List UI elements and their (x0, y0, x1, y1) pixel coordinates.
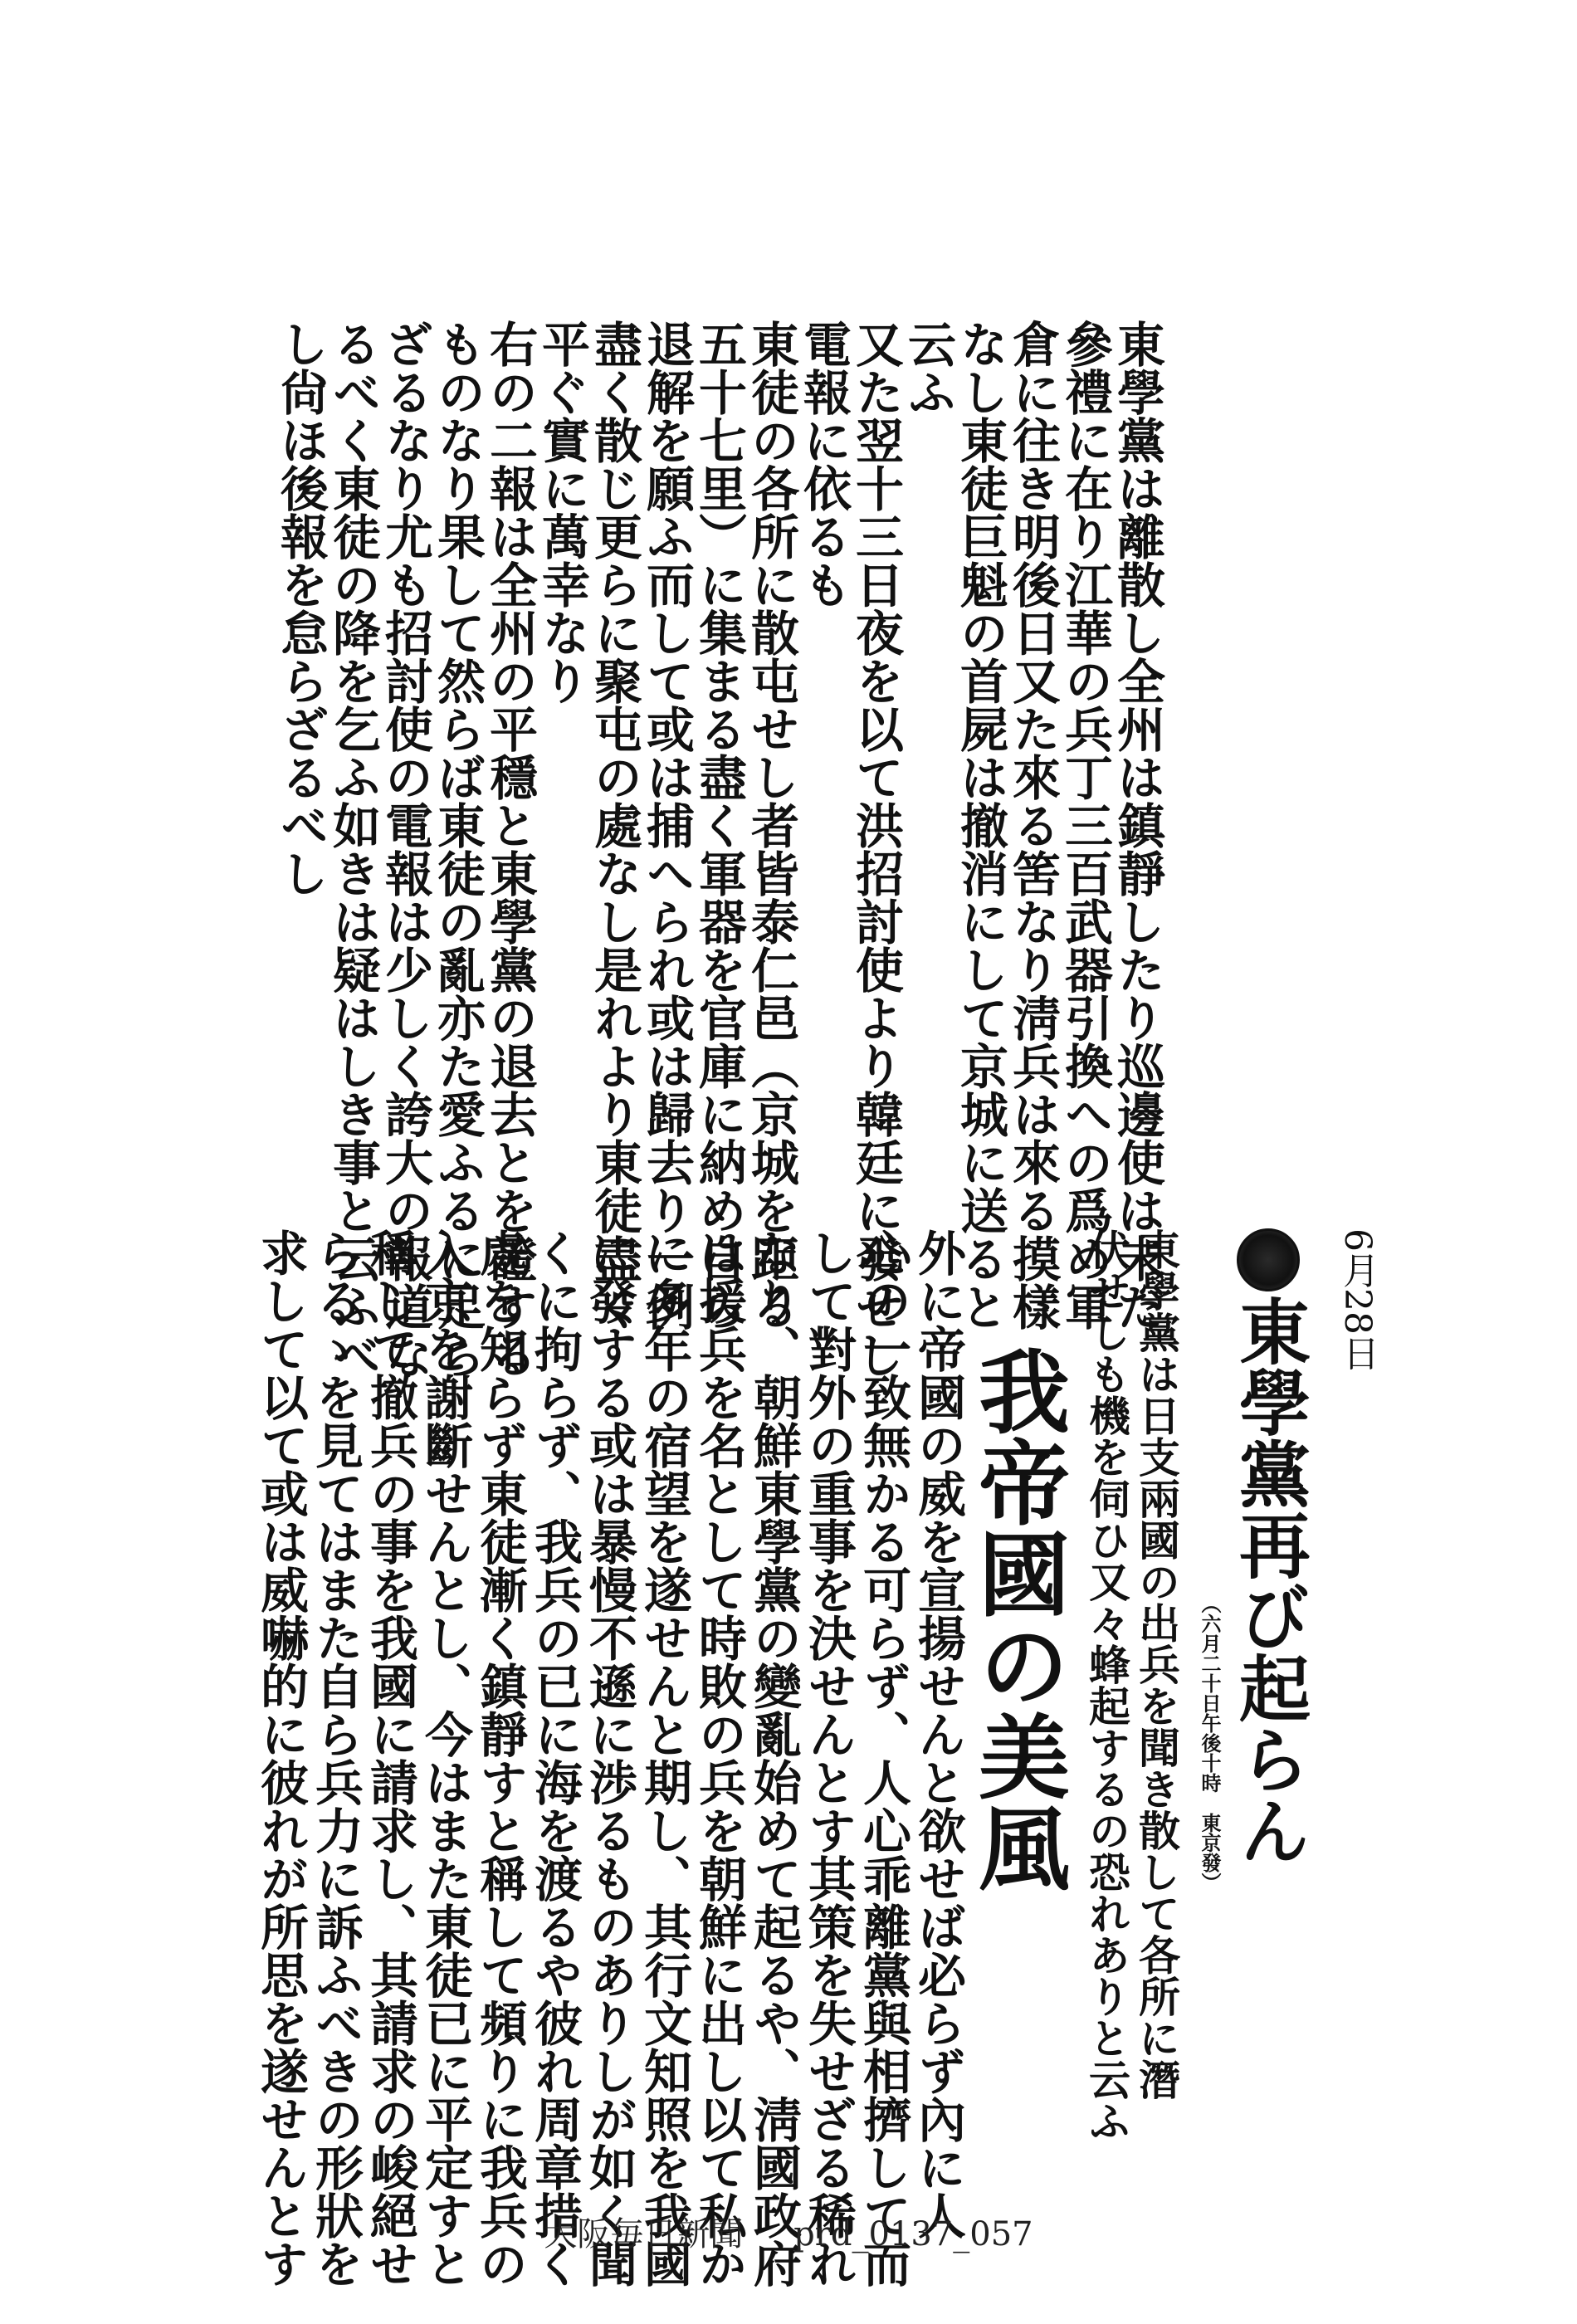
upper-column: 東徒の各所に散屯せし者皆泰仁邑（京城を距る (743, 320, 799, 1330)
upper-column: ざるなり尤も招討使の電報は少しく誇大の報道な (377, 320, 433, 1379)
lower-column: なり、朝鮮東學黨の變亂始めて起るや、淸國政府 (745, 1228, 802, 2287)
upper-column: 退解を願ふ而して或は捕へられ或は歸去り一例 (638, 320, 695, 1330)
upper-column: 又た翌十三日夜を以て洪招討使より韓廷に發せし (847, 320, 904, 1379)
lower-column: は援兵を名として時敗の兵を朝鮮に出し以て私か (691, 1228, 747, 2287)
lower-column: 處を知らず東徒漸く鎮靜すと稱して頻りに我兵の (471, 1228, 528, 2287)
upper-column: なし東徒巨魁の首屍は撤消にして京城に送ると (952, 320, 1008, 1330)
upper-column: 云ふ (900, 320, 956, 416)
lower-column: 稱して撤兵の事を我國に請求し、其請求の峻絕せ (362, 1228, 418, 2287)
seal-icon (1237, 1228, 1300, 1291)
upper-column: 參禮に在り江華の兵丁三百武器引換への爲め軍 (1057, 320, 1113, 1330)
upper-column: ものなり果して然らば東徒の亂亦た愛ふるに足ら (429, 320, 486, 1379)
upper-column: 東學黨は離散し全州は鎮靜したり巡邊使は未だ (1109, 320, 1165, 1330)
upper-column: 電報に依るも (795, 320, 852, 608)
upper-column: し尙ほ後報を怠らざるべし (272, 320, 329, 897)
lower-column: に發する或は暴慢不遜に渉るものありしが如く聞 (581, 1228, 637, 2287)
lower-column: 外に帝國の威を宣揚せんと欲せば必らず內に人 (910, 1228, 966, 2239)
upper-column: 盡く散じ更らに聚屯の處なし是れより東徒盡く (586, 320, 642, 1330)
upper-column: 五十七里）に集まる盡く軍器を官庫に納め自ら (691, 320, 747, 1330)
upper-column: 倉に往き明後日又た來る筈なり淸兵は來る摸樣 (1004, 320, 1061, 1330)
upper-column: 平ぐ實に萬幸なり (534, 320, 590, 705)
page-code: prd_0137_057 (793, 2215, 1033, 2253)
lead-column: 伏せしも機を伺ひ又々蜂起するの恐れありと云ふ (1082, 1228, 1131, 2141)
date-label: 6月28日 (1336, 1228, 1379, 1371)
lower-column: に多年の宿望を遂せんと期し、其行文知照を我國 (636, 1228, 692, 2287)
upper-column: るべく東徒の降を乞ふ如きは疑はしき事と云ふべ (325, 320, 381, 1379)
lower-column: 心の一致無かる可らず、人心乖離黨與相擠して而 (855, 1228, 911, 2287)
lower-column: くに拘らず、我兵の已に海を渡るや彼れ周章措く (526, 1228, 583, 2287)
source-note: （六月二十日午後十時 東京發） (1198, 1594, 1222, 1892)
upper-column: 右の二報は全州の平穩と東學黨の退去とを證する (481, 320, 538, 1379)
lower-column: 求して以て或は威嚇的に彼れが所思を遂せんとす (252, 1228, 309, 2287)
headline-1: 東學黨再び起らん (1227, 1295, 1311, 1866)
lead-column: 東學黨は日支兩國の出兵を聞き散して各所に潛 (1132, 1228, 1181, 2100)
lower-column: して對外の重事を決せんとす其策を失せざる稀れ (800, 1228, 857, 2287)
headline-2: 我帝國の美風 (964, 1345, 1071, 1892)
lower-column: 入京を謝斷せんとし、今はまた東徒已に平定すと (417, 1228, 473, 2287)
lower-column: らるゝを見てはまた自ら兵力に訴ふべきの形狀を (307, 1228, 364, 2287)
footer (0, 2208, 1577, 2255)
newspaper-name: 大阪毎日新聞 (544, 2215, 744, 2253)
